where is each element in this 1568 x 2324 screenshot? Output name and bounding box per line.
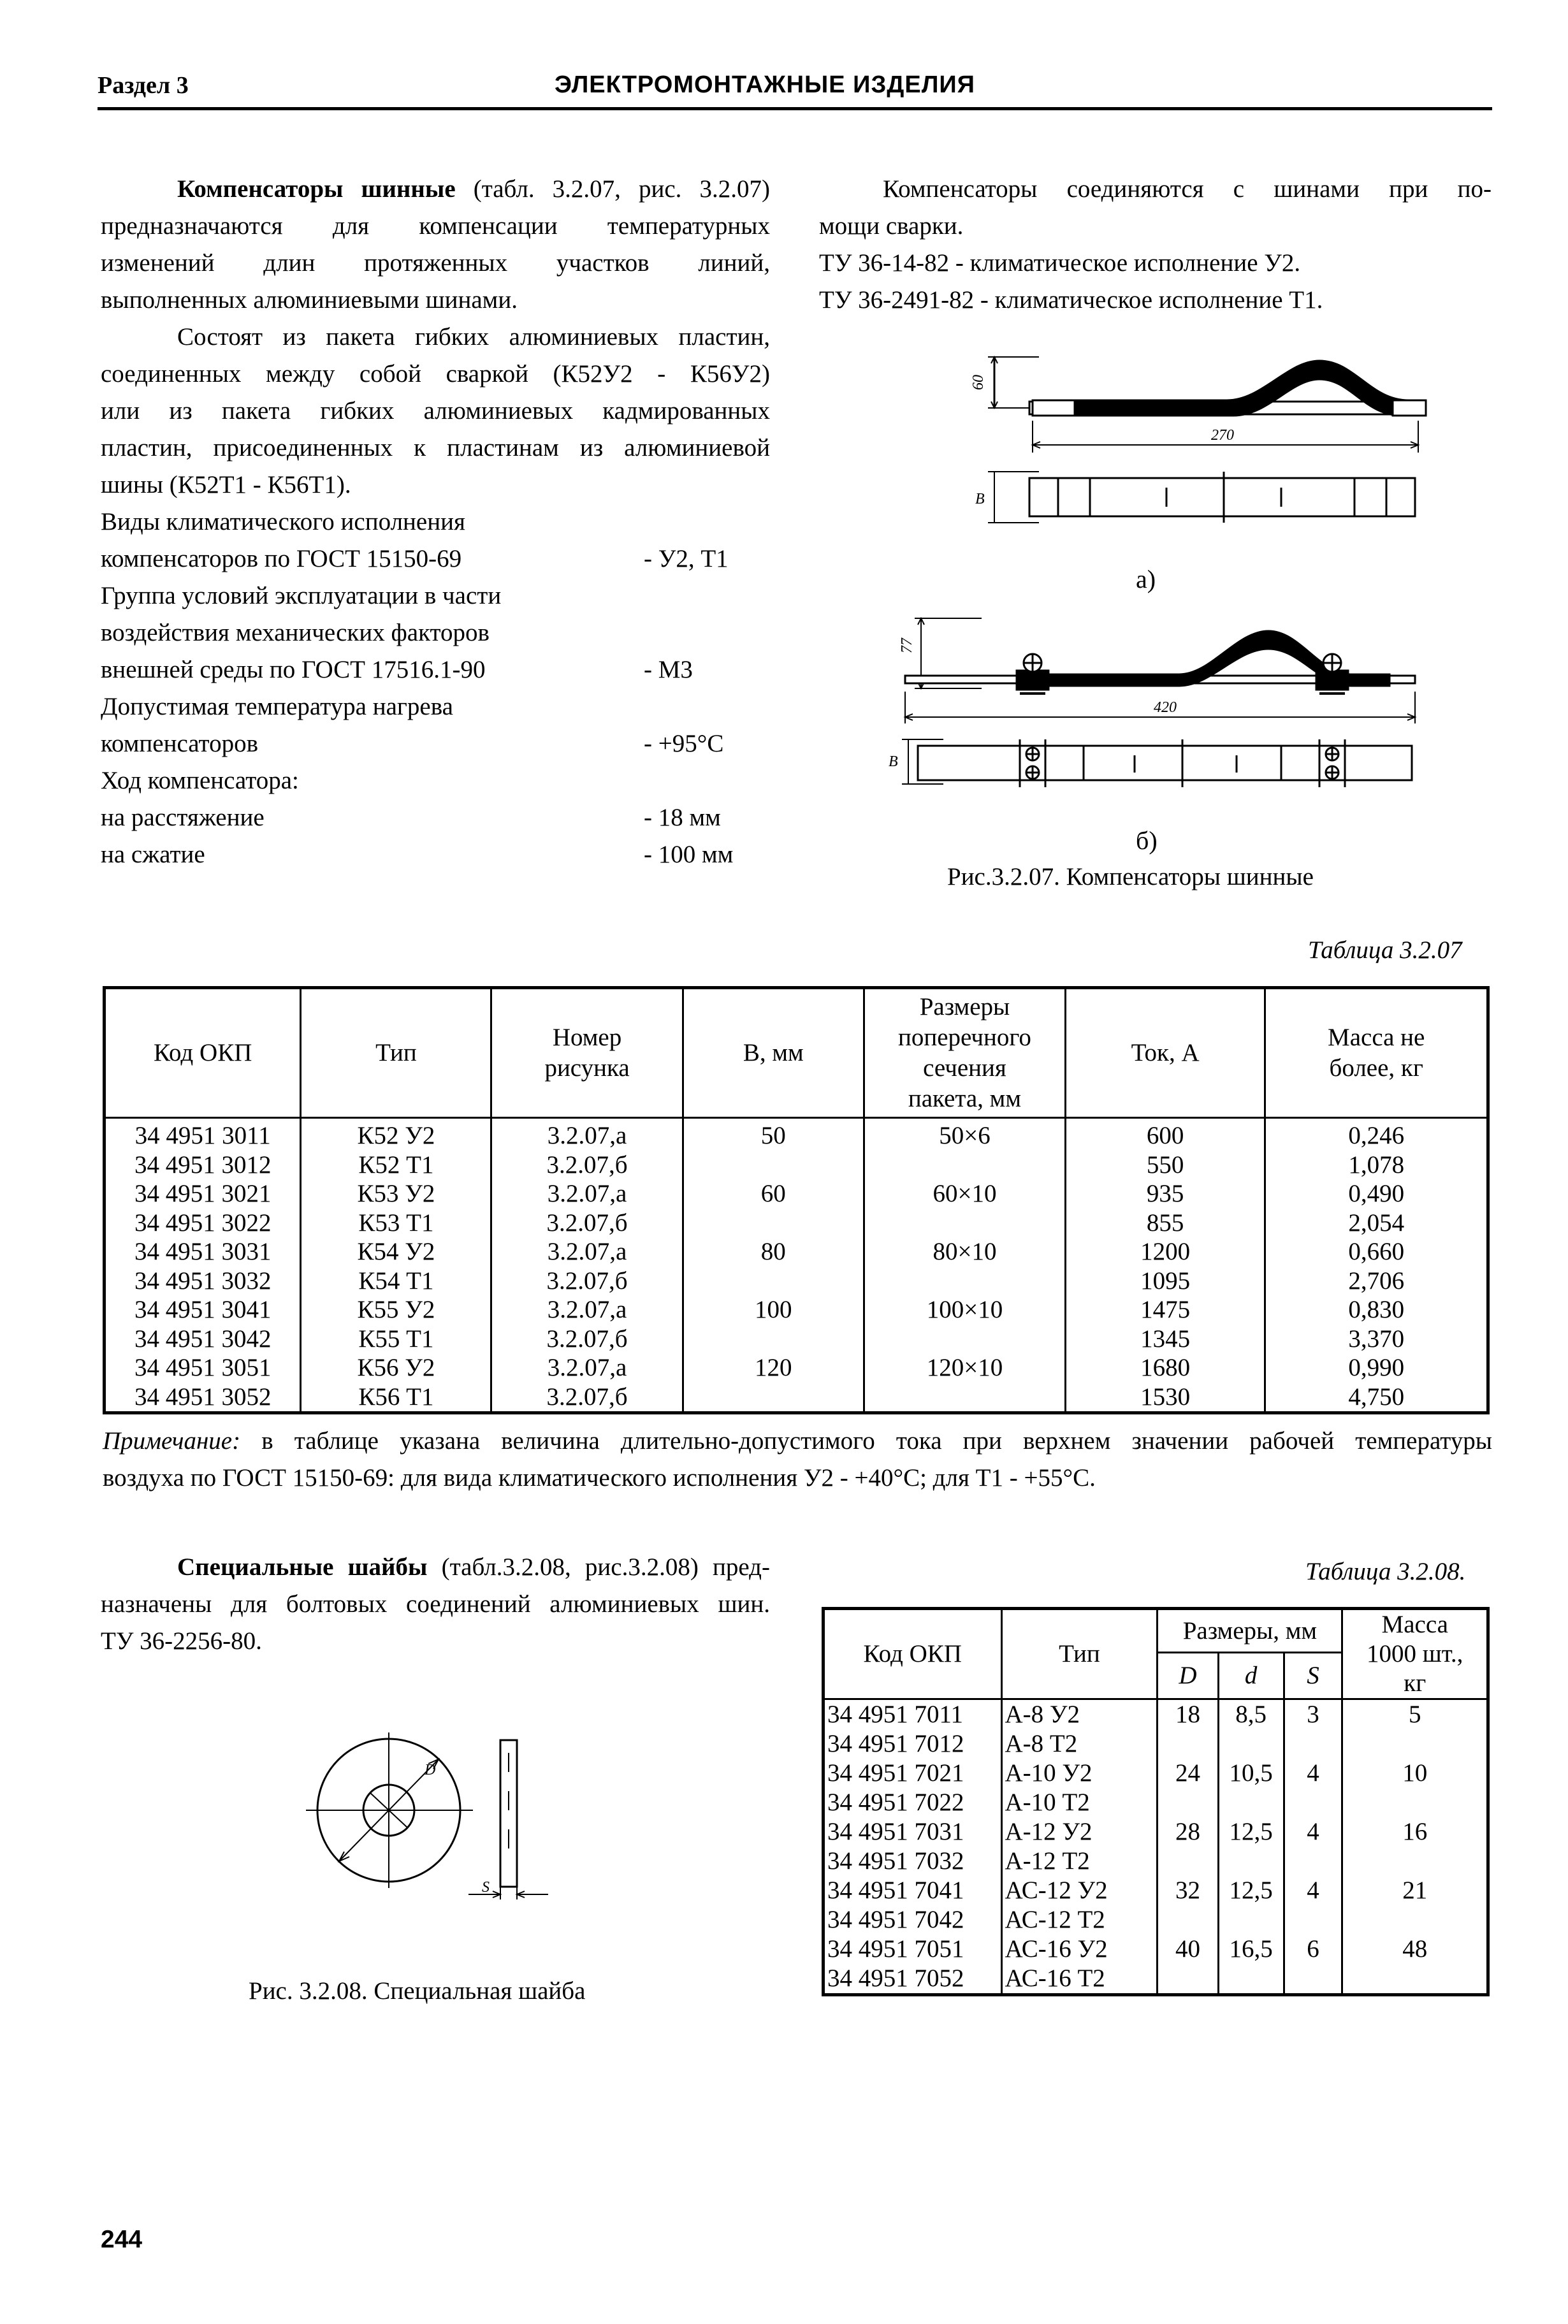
table-cell (1342, 1847, 1488, 1876)
table-cell: 3.2.07,а (491, 1179, 683, 1209)
table-cell: 100×10 (864, 1295, 1065, 1325)
table-cell: 48 (1342, 1935, 1488, 1964)
table1-header-cell: Номер рисунка (491, 988, 683, 1118)
figure-a (988, 357, 1426, 523)
table-cell: 8,5 (1218, 1699, 1284, 1730)
text-line: выполненных алюминиевыми шинами. (101, 286, 518, 314)
table-row (824, 1876, 1488, 1905)
table-row (824, 1788, 1488, 1817)
table-cell (683, 1267, 864, 1296)
text-line: или из пакета гибких алюминиевых кадмированных (101, 397, 770, 425)
table-cell: 80×10 (864, 1237, 1065, 1267)
dim-height-a: 60 (970, 375, 987, 390)
table-cell (864, 1151, 1065, 1180)
dim-D-label: D (425, 1762, 436, 1778)
table-cell: А-12 Т2 (1001, 1847, 1158, 1876)
spec-label: Виды климатического исполнения (101, 508, 465, 535)
section-label: Раздел 3 (98, 72, 189, 99)
table-cell: 50 (683, 1118, 864, 1151)
table-cell: 1095 (1065, 1267, 1265, 1296)
table-cell (683, 1383, 864, 1413)
spec-value: - +95°С (644, 730, 724, 757)
spec-label: компенсаторов (101, 730, 258, 757)
spec-label: компенсаторов по ГОСТ 15150-69 (101, 545, 462, 572)
table-cell: 34 4951 3041 (105, 1295, 301, 1325)
table-row (824, 1935, 1488, 1964)
table-compensators (103, 986, 1490, 1414)
table-cell: 16,5 (1218, 1935, 1284, 1964)
spec-row (101, 725, 802, 762)
dim-height-b: 77 (899, 638, 915, 653)
text-line: ТУ 36-14-82 - климатическое исполнение У2. (819, 249, 1301, 277)
table-cell: 34 4951 3032 (105, 1267, 301, 1296)
table-cell: 80 (683, 1237, 864, 1267)
table-cell: К55 Т1 (301, 1325, 491, 1354)
table-cell: АС-12 Т2 (1001, 1905, 1158, 1935)
table-cell: 120×10 (864, 1353, 1065, 1383)
table-cell: 120 (683, 1353, 864, 1383)
table1-note (103, 1423, 1492, 1497)
table-row (105, 1237, 1488, 1267)
table-cell: 1680 (1065, 1353, 1265, 1383)
table-row (105, 1295, 1488, 1325)
table-row (105, 1383, 1488, 1413)
table-cell: 2,054 (1265, 1209, 1488, 1238)
table-cell: 1345 (1065, 1325, 1265, 1354)
compensator-figure (880, 344, 1428, 905)
table-row (105, 1118, 1488, 1151)
table-cell (1158, 1964, 1218, 1995)
table-cell: 34 4951 3021 (105, 1179, 301, 1209)
table-cell: К54 Т1 (301, 1267, 491, 1296)
table-cell: 3.2.07,а (491, 1118, 683, 1151)
table-cell: 3.2.07,б (491, 1325, 683, 1354)
spec-row (101, 651, 802, 688)
dim-b-a: B (975, 491, 985, 507)
table-cell: 34 4951 3022 (105, 1209, 301, 1238)
note-line: воздуха по ГОСТ 15150-69: для вида климатического исполнения У2 - +40°С; для Т1 - +55°С. (103, 1464, 1096, 1492)
table-cell (683, 1209, 864, 1238)
table-row (105, 1325, 1488, 1354)
table-cell: АС-16 У2 (1001, 1935, 1158, 1964)
spec-row (101, 504, 802, 541)
table-cell (1218, 1964, 1284, 1995)
table1-header-row (105, 988, 1488, 1118)
table-cell: 60×10 (864, 1179, 1065, 1209)
table-row (824, 1759, 1488, 1788)
table2-header-row (824, 1609, 1488, 1653)
table-cell: К54 У2 (301, 1237, 491, 1267)
table-cell: 3 (1284, 1699, 1342, 1730)
table1-header-cell: Ток, А (1065, 988, 1265, 1118)
spec-label: внешней среды по ГОСТ 17516.1-90 (101, 656, 486, 683)
table-cell: 34 4951 3051 (105, 1353, 301, 1383)
table-cell: 16 (1342, 1817, 1488, 1847)
table-cell (1218, 1905, 1284, 1935)
text-line: шины (К52Т1 - К56Т1). (101, 471, 351, 498)
table-cell: А-12 У2 (1001, 1817, 1158, 1847)
table-cell: 4 (1284, 1817, 1342, 1847)
spec-row (101, 799, 802, 836)
table-cell: 3.2.07,б (491, 1151, 683, 1180)
spec-value: - 100 мм (644, 841, 734, 868)
table-cell: 34 4951 3031 (105, 1237, 301, 1267)
table-cell: 10,5 (1218, 1759, 1284, 1788)
table2-header-cell: D (1158, 1653, 1218, 1699)
spec-label: Допустимая температура нагрева (101, 693, 453, 720)
table-cell (1284, 1729, 1342, 1759)
table-cell: 0,830 (1265, 1295, 1488, 1325)
table2-header-cell: Код ОКП (824, 1609, 1002, 1699)
table-cell: 3,370 (1265, 1325, 1488, 1354)
table-cell: 34 4951 7032 (824, 1847, 1002, 1876)
table2-header-cell: d (1218, 1653, 1284, 1699)
left-paragraph-2 (101, 319, 770, 504)
spec-row (101, 614, 802, 651)
table-cell: К52 У2 (301, 1118, 491, 1151)
text-line: Состоят из пакета гибких алюминиевых пластин, (177, 323, 770, 351)
washer-caption: Рис. 3.2.08. Специальная шайба (249, 1977, 586, 2005)
table1-header-cell: Код ОКП (105, 988, 301, 1118)
table-cell: 34 4951 7012 (824, 1729, 1002, 1759)
table-cell: 24 (1158, 1759, 1218, 1788)
table-cell: 28 (1158, 1817, 1218, 1847)
table-row (105, 1267, 1488, 1296)
table-cell: К53 Т1 (301, 1209, 491, 1238)
intro-line: (табл. 3.2.07, рис. 3.2.07) (455, 175, 770, 203)
table-cell (864, 1383, 1065, 1413)
text-line: мощи сварки. (819, 212, 964, 240)
figure-caption: Рис.3.2.07. Компенсаторы шинные (947, 863, 1314, 890)
table-cell: 3.2.07,б (491, 1383, 683, 1413)
table-cell: 34 4951 3052 (105, 1383, 301, 1413)
table-cell: АС-16 Т2 (1001, 1964, 1158, 1995)
table1-caption: Таблица 3.2.07 (1308, 936, 1462, 964)
table-cell: 18 (1158, 1699, 1218, 1730)
table2-caption: Таблица 3.2.08. (1305, 1558, 1466, 1585)
table-row (105, 1179, 1488, 1209)
table-cell (1284, 1905, 1342, 1935)
table-cell: 3.2.07,б (491, 1267, 683, 1296)
table-cell: 100 (683, 1295, 864, 1325)
table-cell: 34 4951 3011 (105, 1118, 301, 1151)
intro-bold: Компенсаторы шинные (177, 175, 456, 203)
table-row (824, 1847, 1488, 1876)
spec-row (101, 541, 802, 577)
table-cell: 34 4951 7031 (824, 1817, 1002, 1847)
left-column (177, 171, 770, 208)
text-line: предназначаются для компенсации температурных (101, 212, 770, 240)
table-cell: 5 (1342, 1699, 1488, 1730)
table-cell: 34 4951 3012 (105, 1151, 301, 1180)
text-line: Компенсаторы соединяются с шинами при по- (883, 175, 1492, 203)
spec-row (101, 688, 802, 725)
spec-row (101, 762, 802, 799)
table-cell: 600 (1065, 1118, 1265, 1151)
table-cell: 1530 (1065, 1383, 1265, 1413)
table-cell (683, 1151, 864, 1180)
table-cell: 4 (1284, 1759, 1342, 1788)
table-cell: 34 4951 7011 (824, 1699, 1002, 1730)
table-cell: А-10 Т2 (1001, 1788, 1158, 1817)
table-cell (1158, 1729, 1218, 1759)
table-row (824, 1699, 1488, 1730)
table-cell: 34 4951 7022 (824, 1788, 1002, 1817)
table-cell: 935 (1065, 1179, 1265, 1209)
table-cell: К52 Т1 (301, 1151, 491, 1180)
dim-b-b: B (889, 753, 898, 770)
table-cell: 550 (1065, 1151, 1265, 1180)
table-cell (1158, 1847, 1218, 1876)
table-cell: 1475 (1065, 1295, 1265, 1325)
dim-length-a: 270 (1211, 427, 1234, 444)
table-cell: А-10 У2 (1001, 1759, 1158, 1788)
table-cell: А-8 Т2 (1001, 1729, 1158, 1759)
right-column (819, 171, 1492, 319)
table-row (105, 1353, 1488, 1383)
text-line: пластин, присоединенных к пластинам из алюминиевой (101, 434, 770, 461)
table-cell: К55 У2 (301, 1295, 491, 1325)
table-row (824, 1905, 1488, 1935)
text-line: (табл.3.2.08, рис.3.2.08) пред- (427, 1553, 770, 1581)
table-cell (1218, 1729, 1284, 1759)
table-cell: 60 (683, 1179, 864, 1209)
table-cell (864, 1209, 1065, 1238)
table-cell: К56 Т1 (301, 1383, 491, 1413)
table-cell (864, 1267, 1065, 1296)
spec-list (101, 504, 802, 873)
spec-label: Ход компенсатора: (101, 767, 299, 794)
table-cell (1158, 1788, 1218, 1817)
table-cell: 0,660 (1265, 1237, 1488, 1267)
table-cell (1342, 1905, 1488, 1935)
table-cell: 34 4951 7051 (824, 1935, 1002, 1964)
table-cell (1158, 1905, 1218, 1935)
page-title: ЭЛЕКТРОМОНТАЖНЫЕ ИЗДЕЛИЯ (555, 71, 975, 98)
table-cell (1284, 1847, 1342, 1876)
table-cell: АС-12 У2 (1001, 1876, 1158, 1905)
table-cell: 1,078 (1265, 1151, 1488, 1180)
figure-b-label: б) (1136, 826, 1158, 855)
spec-label: на расстяжение (101, 804, 265, 831)
table-cell: 32 (1158, 1876, 1218, 1905)
table-row (824, 1964, 1488, 1995)
table-cell: 0,246 (1265, 1118, 1488, 1151)
table-cell: 10 (1342, 1759, 1488, 1788)
table-cell (1218, 1788, 1284, 1817)
table1-header-cell: В, мм (683, 988, 864, 1118)
table-cell: К56 У2 (301, 1353, 491, 1383)
table-cell: 34 4951 7021 (824, 1759, 1002, 1788)
table-cell (1342, 1729, 1488, 1759)
table-row (105, 1151, 1488, 1180)
table-cell: 34 4951 7041 (824, 1876, 1002, 1905)
table-cell: 34 4951 3042 (105, 1325, 301, 1354)
page-number: 244 (101, 2226, 143, 2253)
table-cell: 0,990 (1265, 1353, 1488, 1383)
table-cell (864, 1325, 1065, 1354)
table-cell (1284, 1788, 1342, 1817)
table-cell: 3.2.07,б (491, 1209, 683, 1238)
table-cell: 40 (1158, 1935, 1218, 1964)
spec-value: - У2, Т1 (644, 545, 729, 572)
note-line: в таблице указана величина длительно-допустимого тока при верхнем значении рабочей температуры (240, 1427, 1492, 1455)
table-cell (1342, 1964, 1488, 1995)
text-line: назначены для болтовых соединений алюминиевых шин. (101, 1590, 770, 1618)
spec-value: - М3 (644, 656, 693, 683)
spec-row (101, 836, 802, 873)
washers-bold: Специальные шайбы (177, 1553, 428, 1581)
spec-label: воздействия механических факторов (101, 619, 490, 646)
spec-label: Группа условий эксплуатации в части (101, 582, 502, 609)
table-row (105, 1209, 1488, 1238)
text-line: ТУ 36-2491-82 - климатическое исполнение Т1. (819, 286, 1323, 314)
spec-row (101, 577, 802, 614)
dim-S-label: S (482, 1879, 490, 1896)
table2-header-cell: S (1284, 1653, 1342, 1699)
table-cell: 50×6 (864, 1118, 1065, 1151)
washer-figure (306, 1727, 561, 1906)
table-cell: 855 (1065, 1209, 1265, 1238)
table1-header-cell: Масса не более, кг (1265, 988, 1488, 1118)
header-rule (98, 107, 1492, 110)
text-line: соединенных между собой сваркой (К52У2 - К56У2) (101, 360, 770, 388)
table1-header-cell: Размеры поперечного сечения пакета, мм (864, 988, 1065, 1118)
table-washers (822, 1607, 1490, 1996)
table-cell (1218, 1847, 1284, 1876)
table-cell: 12,5 (1218, 1876, 1284, 1905)
table-cell (1284, 1964, 1342, 1995)
table-cell: 3.2.07,а (491, 1353, 683, 1383)
text-line: изменений длин протяженных участков линий, (101, 249, 770, 277)
table-cell (1342, 1788, 1488, 1817)
table-cell: 3.2.07,а (491, 1295, 683, 1325)
spec-value: - 18 мм (644, 804, 721, 831)
table-cell: 0,490 (1265, 1179, 1488, 1209)
table-cell (683, 1325, 864, 1354)
table-cell: 34 4951 7052 (824, 1964, 1002, 1995)
note-label: Примечание: (103, 1427, 241, 1455)
table-row (824, 1817, 1488, 1847)
dim-length-b: 420 (1154, 699, 1177, 716)
table2-header-cell: Размеры, мм (1158, 1609, 1342, 1653)
table-cell: 4,750 (1265, 1383, 1488, 1413)
text-line: ТУ 36-2256-80. (101, 1627, 262, 1655)
table-cell: 6 (1284, 1935, 1342, 1964)
table2-header-cell: Тип (1001, 1609, 1158, 1699)
table-cell: 21 (1342, 1876, 1488, 1905)
table-cell: 1200 (1065, 1237, 1265, 1267)
washers-text (101, 1549, 770, 1660)
table-cell: 12,5 (1218, 1817, 1284, 1847)
table-cell: 3.2.07,а (491, 1237, 683, 1267)
spec-label: на сжатие (101, 841, 205, 868)
table-cell: 2,706 (1265, 1267, 1488, 1296)
table-cell: К53 У2 (301, 1179, 491, 1209)
figure-a-label: а) (1136, 565, 1156, 593)
table-cell: 34 4951 7042 (824, 1905, 1002, 1935)
table-cell: А-8 У2 (1001, 1699, 1158, 1730)
left-paragraph-1 (101, 208, 770, 319)
table1-header-cell: Тип (301, 988, 491, 1118)
table-row (824, 1729, 1488, 1759)
table2-header-cell: Масса 1000 шт., кг (1342, 1609, 1488, 1699)
table-cell: 4 (1284, 1876, 1342, 1905)
